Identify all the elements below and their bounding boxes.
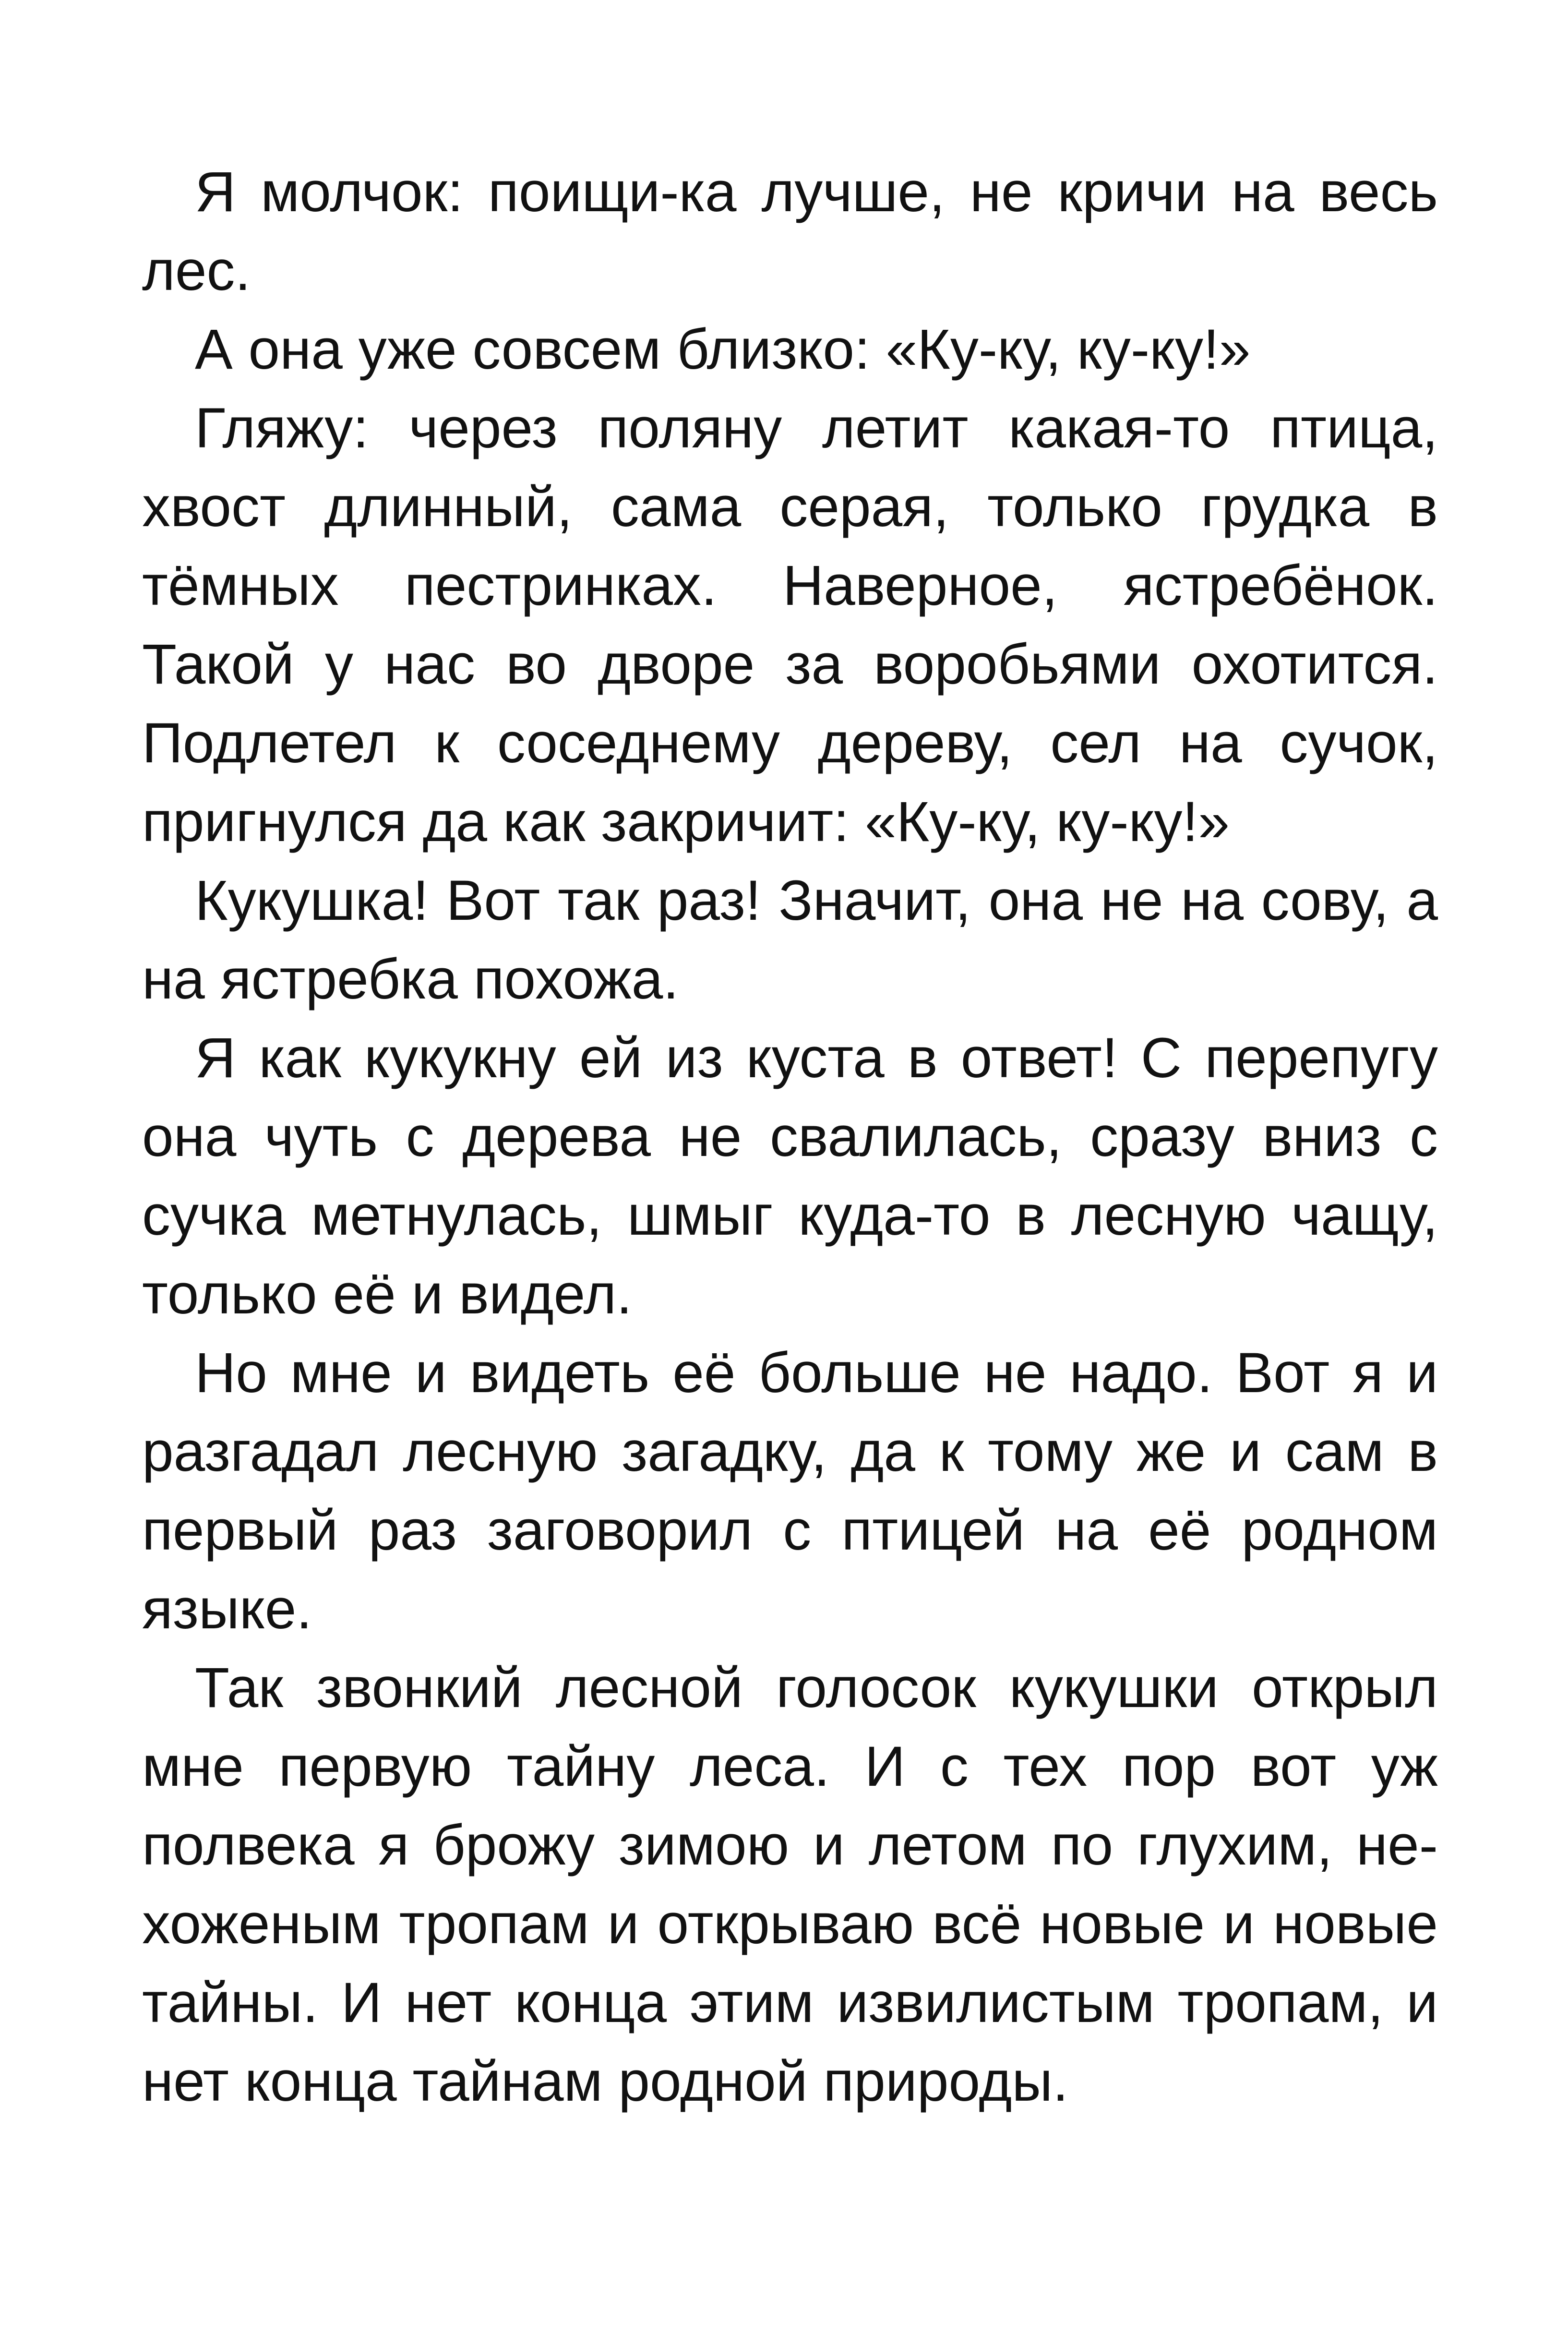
paragraph-3: Гляжу: через поляну летит какая-то птица, хвост длинный, сама серая, только грудка в тёмных пестринках. Наверное, ястребёнок. Такой у нас во дворе за воробьями охотится. Подлетел к соседнему дереву, сел на сучок, пригнулся да как закричит: «Ку-ку, ку-ку!» [142,397,1438,854]
paragraph-4: Кукушка! Вот так раз! Значит, она не на сову, а на ястребка похожа. [142,869,1438,1011]
paragraph-5: Я как кукукну ей из куста в ответ! С перепугу она чуть с дерева не свалилась, сразу вниз с сучка метнулась, шмыг куда-то в лесную чащу, только её и видел. [142,1026,1438,1326]
page-text [142,153,1438,2121]
paragraph-6: Но мне и видеть её больше не надо. Вот я и разгадал лесную загадку, да к тому же и сам в первый раз заговорил с птицей на её родном языке. [142,1341,1438,1641]
paragraph-2: А она уже совсем близко: «Ку-ку, ку-ку!» [195,318,1251,381]
paragraph-1: Я молчок: поищи-ка лучше, не кричи на весь лес. [142,160,1438,302]
paragraph-7: Так звонкий лесной голосок кукушки открыл мне первую тайну леса. И с тех пор вот уж полвека я брожу зимою и летом по глухим, нехоженым тропам и открываю всё новые и новые тайны. И нет конца этим извилистым тропам, и нет конца тайнам родной природы. [142,1656,1438,2113]
